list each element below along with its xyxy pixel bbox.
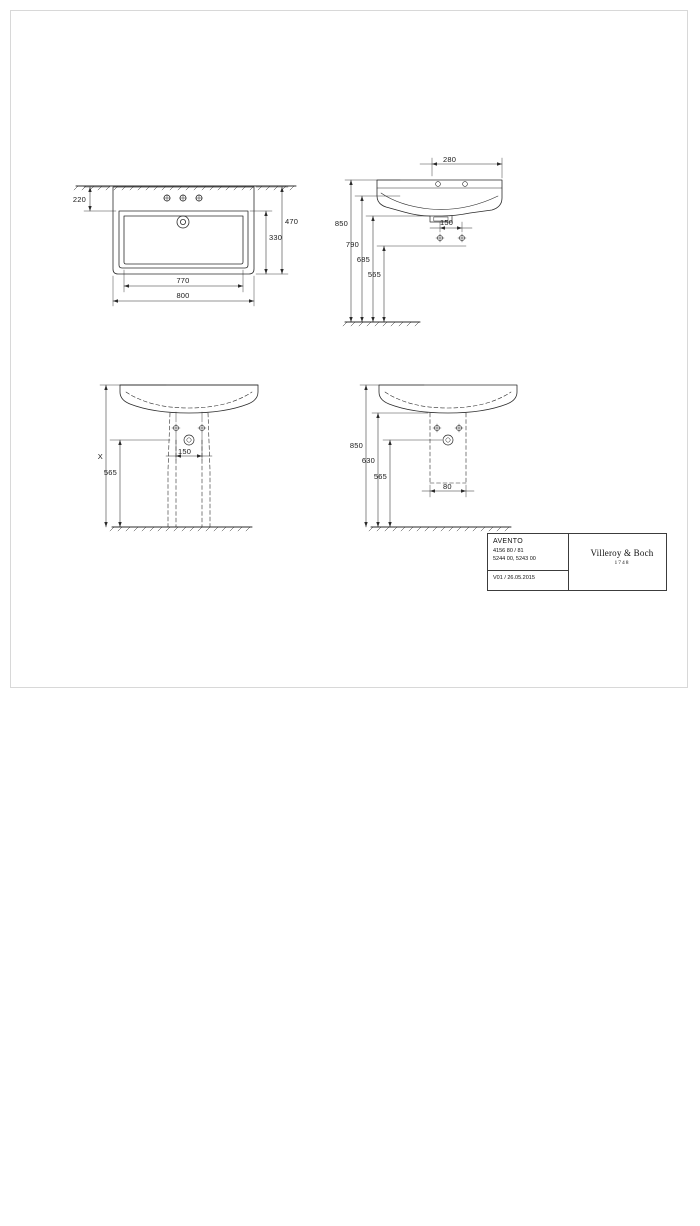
dim-220: 220 [72,195,86,204]
brand-year: 1748 [614,560,630,566]
dim-150-side: 150 [440,218,454,227]
title-block-rule [488,570,568,571]
dim-330: 330 [269,233,283,242]
dim-790: 790 [345,240,359,249]
dim-565-front: 565 [103,468,117,477]
dim-565-side: 565 [367,270,381,279]
dim-565-siphon: 565 [373,472,387,481]
title-block-divider [568,534,569,590]
revision-date: V01 / 26.05.2015 [493,575,535,581]
dim-470: 470 [285,217,299,226]
product-code-1: 4156 80 / 81 [493,548,524,554]
dim-630: 630 [361,456,375,465]
product-code-2: 5244 00, 5243 00 [493,556,536,562]
product-name: AVENTO [493,538,523,545]
dim-X: X [97,452,103,461]
dim-770: 770 [176,276,190,285]
brand-block [580,548,664,566]
dim-685: 685 [356,255,370,264]
dim-850-siphon: 850 [349,441,363,450]
dim-80: 80 [443,482,452,491]
dim-280: 280 [443,155,457,164]
title-block [487,533,667,591]
dim-850-side: 850 [334,219,348,228]
brand-name: Villeroy & Boch [590,548,654,558]
dim-150-front: 150 [178,447,192,456]
dim-800: 800 [176,291,190,300]
